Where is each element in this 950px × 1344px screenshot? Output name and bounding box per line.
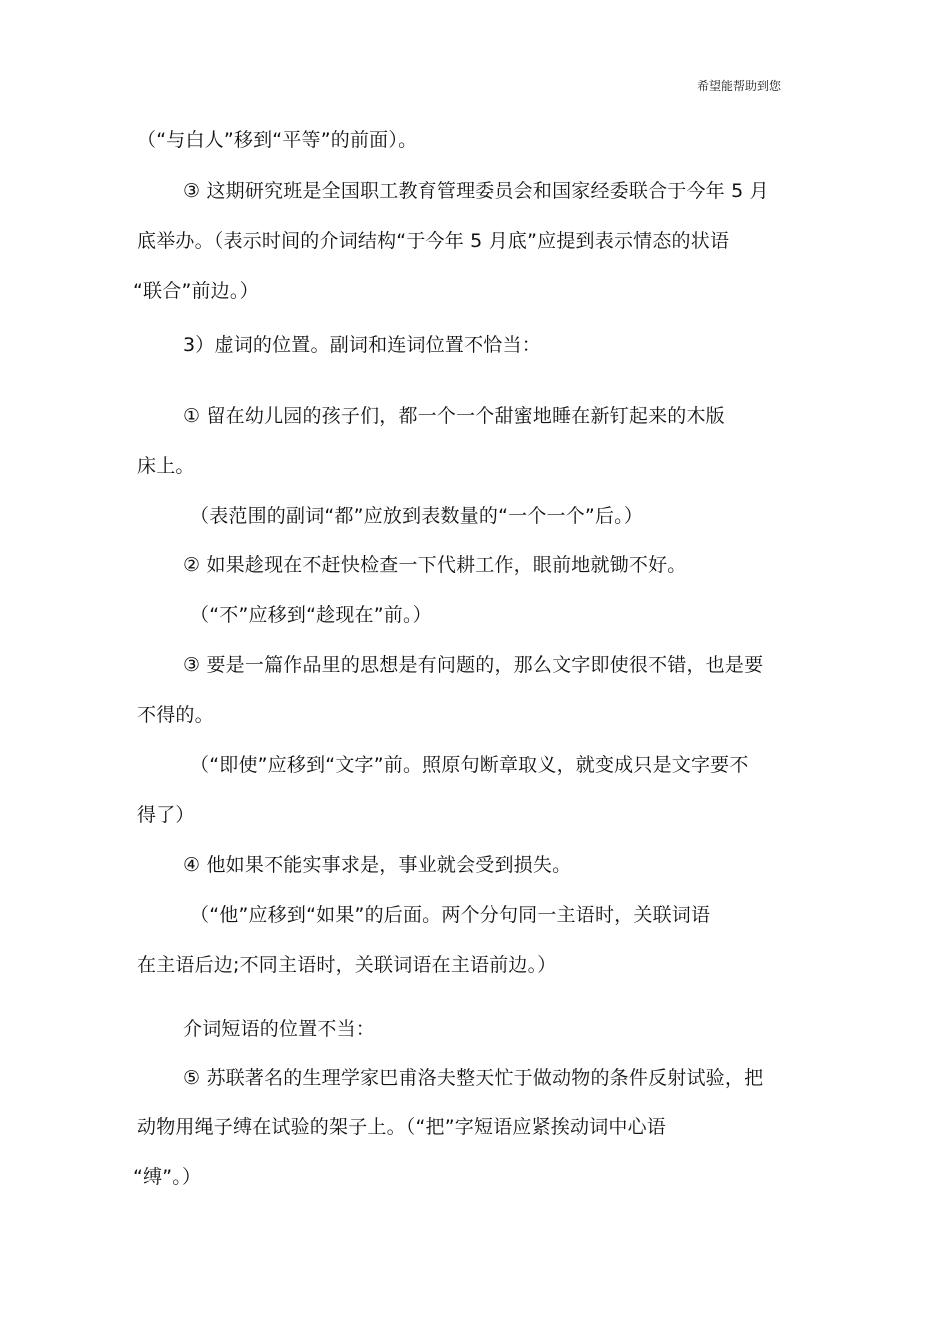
text-line: ③ 这期研究班是全国职工教育管理委员会和国家经委联合于今年 5 月 <box>183 180 769 202</box>
text-line: ④ 他如果不能实事求是，事业就会受到损失。 <box>183 854 572 876</box>
text-line: ① 留在幼儿园的孩子们，都一个一个甜蜜地睡在新钉起来的木版 <box>183 405 725 427</box>
text-line: 动物用绳子缚在试验的架子上。（“把”字短语应紧挨动词中心语 <box>137 1116 666 1138</box>
text-line: 得了） <box>137 804 195 826</box>
text-line: （“即使”应移到“文字”前。照原句断章取义，就变成只是文字要不 <box>190 754 749 776</box>
text-line: “联合”前边。） <box>133 280 259 302</box>
text-line: （表范围的副词“都”应放到表数量的“一个一个”后。） <box>190 505 644 527</box>
text-line: 不得的。 <box>137 704 214 726</box>
header-note: 希望能帮助到您 <box>697 79 782 93</box>
section-heading: 介词短语的位置不当： <box>183 1018 376 1040</box>
text-line: 在主语后边;不同主语时，关联词语在主语前边。） <box>137 954 557 976</box>
text-line: （“不”应移到“趁现在”前。） <box>190 604 432 626</box>
text-line: ⑤ 苏联著名的生理学家巴甫洛夫整天忙于做动物的条件反射试验，把 <box>183 1067 764 1089</box>
section-heading: 3）虚词的位置。副词和连词位置不恰当： <box>183 334 541 356</box>
text-line: 底举办。（表示时间的介词结构“于今年 5 月底”应提到表示情态的状语 <box>137 230 730 252</box>
text-line: （“与白人”移到“平等”的前面）。 <box>137 129 418 151</box>
text-line: ③ 要是一篇作品里的思想是有问题的，那么文字即使很不错，也是要 <box>183 654 764 676</box>
text-line: （“他”应移到“如果”的后面。两个分句同一主语时，关联词语 <box>190 904 711 926</box>
text-line: “缚”。） <box>133 1166 202 1188</box>
text-line: ② 如果趁现在不赶快检查一下代耕工作，眼前地就锄不好。 <box>183 554 687 576</box>
text-line: 床上。 <box>137 455 195 477</box>
